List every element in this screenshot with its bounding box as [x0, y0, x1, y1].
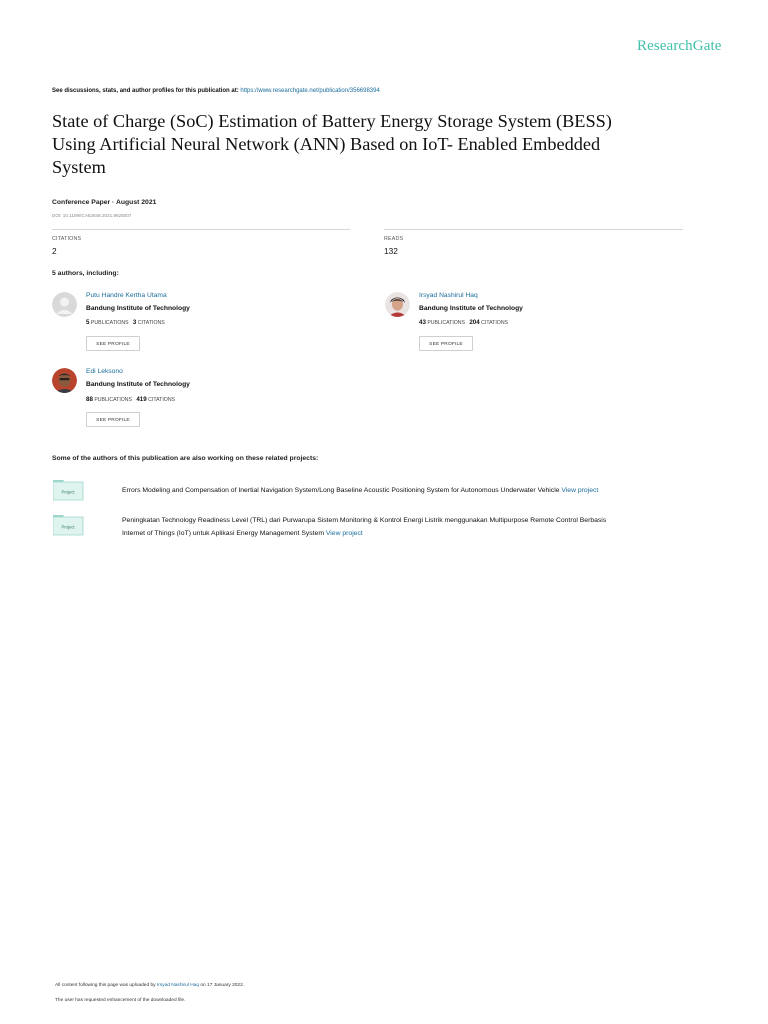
- publications-label: PUBLICATIONS: [94, 397, 133, 403]
- paper-title-line: State of Charge (SoC) Estimation of Battery Energy Storage System (BESS): [52, 111, 612, 131]
- author-citations-count: 419: [136, 396, 147, 403]
- project-title: Errors Modeling and Compensation of Inertial Navigation System/Long Baseline Acoustic Positioning System for Autonomous Underwater Vehicle: [122, 487, 560, 494]
- author-citations-count: 204: [469, 319, 480, 326]
- citations-label: CITATIONS: [148, 397, 176, 403]
- paper-title: [52, 110, 712, 179]
- related-project-item: [122, 515, 697, 540]
- author-stats: [419, 319, 508, 326]
- upload-note: [55, 983, 244, 988]
- citations-label: CITATIONS: [52, 236, 82, 242]
- project-icon[interactable]: [53, 480, 84, 502]
- author-name-link[interactable]: Putu Handre Kertha Utama: [86, 292, 167, 299]
- paper-meta: Conference Paper · August 2021: [52, 199, 157, 206]
- researchgate-logo[interactable]: ResearchGate: [637, 38, 722, 54]
- publications-label: PUBLICATIONS: [90, 320, 129, 326]
- project-title: Internet of Things (IoT) untuk Aplikasi Energy Management System: [122, 529, 324, 537]
- author-publications-count: 88: [86, 396, 93, 403]
- publications-label: PUBLICATIONS: [427, 320, 466, 326]
- view-project-link[interactable]: View project: [561, 487, 599, 494]
- author-institution: Bandung Institute of Technology: [419, 305, 523, 312]
- avatar-photo[interactable]: [52, 368, 77, 393]
- author-citations-count: 3: [132, 319, 137, 326]
- citations-value: 2: [52, 246, 57, 256]
- reads-value: 132: [384, 246, 398, 256]
- divider: [52, 229, 350, 230]
- project-icon-label: Project: [61, 524, 75, 530]
- see-profile-button[interactable]: SEE PROFILE: [419, 336, 473, 351]
- view-project-link[interactable]: View project: [325, 529, 363, 537]
- publication-url-link[interactable]: https://www.researchgate.net/publication/356698394: [240, 88, 380, 94]
- author-stats: [86, 319, 165, 326]
- author-publications-count: 43: [419, 319, 426, 326]
- project-icon[interactable]: [53, 515, 84, 537]
- upload-suffix: on 17 January 2022.: [200, 983, 245, 988]
- author-institution: Bandung Institute of Technology: [86, 305, 190, 312]
- citations-label: CITATIONS: [137, 320, 165, 326]
- author-stats: [86, 396, 175, 403]
- author-institution: Bandung Institute of Technology: [86, 381, 190, 388]
- upload-prefix: All content following this page was uploaded by: [55, 983, 156, 988]
- citations-label: CITATIONS: [481, 320, 509, 326]
- avatar-placeholder[interactable]: [52, 292, 77, 317]
- authors-heading: 5 authors, including:: [52, 270, 119, 277]
- author-name-link[interactable]: Irsyad Nashirul Haq: [419, 292, 478, 299]
- author-name-link[interactable]: Edi Leksono: [86, 368, 123, 375]
- paper-title-line: System: [52, 157, 106, 177]
- related-project-item: [122, 485, 697, 498]
- paper-doi[interactable]: DOI: 10.1109/ICA52848.2021.9625007: [52, 213, 132, 218]
- paper-title-line: Using Artificial Neural Network (ANN) Based on IoT- Enabled Embedded: [52, 134, 601, 154]
- reads-label: READS: [384, 236, 404, 242]
- discussion-line: [52, 88, 380, 94]
- see-profile-button[interactable]: SEE PROFILE: [86, 336, 140, 351]
- uploader-link[interactable]: Irsyad Nashirul Haq: [156, 983, 200, 988]
- discussion-prefix: See discussions, stats, and author profiles for this publication at:: [52, 88, 239, 94]
- enhancement-note: The user has requested enhancement of the downloaded file.: [55, 998, 186, 1003]
- project-title: Peningkatan Technology Readiness Level (TRL) dari Purwarupa Sistem Monitoring & Kontrol Energi Listrik menggunakan Multipurpose Remote Control Berbasis: [122, 517, 607, 524]
- see-profile-button[interactable]: SEE PROFILE: [86, 412, 140, 427]
- author-publications-count: 5: [86, 319, 90, 326]
- avatar-photo[interactable]: [385, 292, 410, 317]
- project-icon-label: Project: [61, 489, 75, 495]
- related-projects-heading: Some of the authors of this publication are also working on these related projects:: [52, 455, 319, 462]
- divider: [384, 229, 683, 230]
